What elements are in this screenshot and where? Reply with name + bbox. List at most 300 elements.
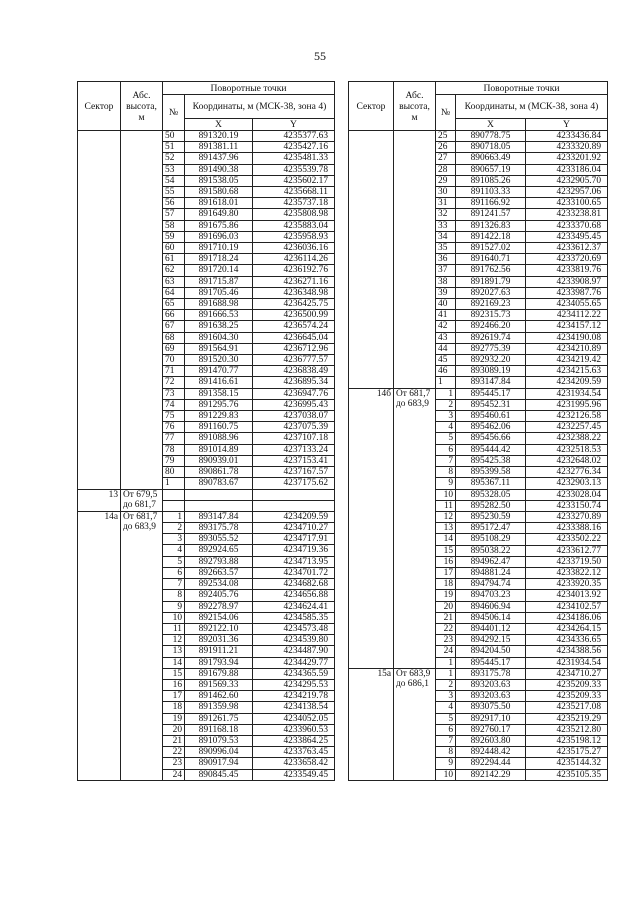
x-coordinate-cell: 891462.60 [185, 691, 253, 702]
y-coordinate-cell: 4234052.05 [253, 713, 335, 724]
y-coordinate-cell: 4235668.11 [253, 187, 335, 198]
x-coordinate-cell: 892603.80 [456, 735, 526, 746]
y-coordinate-cell: 4235737.18 [253, 198, 335, 209]
y-coordinate-cell: 4232903.13 [526, 478, 608, 489]
x-coordinate-cell: 891326.83 [456, 220, 526, 231]
point-number-cell: 34 [436, 231, 456, 242]
point-number-cell: 78 [163, 444, 185, 455]
x-coordinate-cell: 891088.96 [185, 433, 253, 444]
point-number-cell: 15 [436, 545, 456, 556]
x-coordinate-cell: 891168.18 [185, 724, 253, 735]
x-coordinate-cell: 891359.98 [185, 702, 253, 713]
point-number-cell: 41 [436, 310, 456, 321]
point-number-cell: 69 [163, 343, 185, 354]
point-number-cell: 28 [436, 164, 456, 175]
y-coordinate-cell: 4233436.84 [526, 131, 608, 142]
abs-height-header: Абс. высота, м [394, 82, 436, 131]
x-coordinate-cell: 892534.08 [185, 579, 253, 590]
point-number-cell: 14 [163, 657, 185, 668]
point-number-cell: 19 [436, 590, 456, 601]
point-number-cell: 76 [163, 422, 185, 433]
y-coordinate-cell: 4233238.81 [526, 209, 608, 220]
point-number-cell: 71 [163, 366, 185, 377]
y-coordinate-cell: 4233822.12 [526, 567, 608, 578]
y-coordinate-cell: 4233320.89 [526, 142, 608, 153]
x-coordinate-cell: 895282.50 [456, 500, 526, 511]
point-number-cell: 8 [436, 467, 456, 478]
table-row [78, 511, 335, 522]
y-coordinate-cell: 4232126.58 [526, 411, 608, 422]
y-coordinate-cell: 4234585.35 [253, 612, 335, 623]
y-coordinate-cell [253, 489, 335, 500]
y-coordinate-cell: 4234209.59 [526, 377, 608, 388]
point-number-cell: 39 [436, 287, 456, 298]
point-number-cell: 35 [436, 243, 456, 254]
point-number-cell: 38 [436, 276, 456, 287]
y-coordinate-cell: 4236712.96 [253, 343, 335, 354]
point-number-cell: 32 [436, 209, 456, 220]
x-coordinate-cell: 891416.61 [185, 377, 253, 388]
x-coordinate-cell: 890783.67 [185, 478, 253, 489]
y-coordinate-cell: 4234215.63 [526, 366, 608, 377]
x-coordinate-cell: 892278.97 [185, 601, 253, 612]
table-row [349, 388, 608, 399]
y-coordinate-cell: 4232957.06 [526, 187, 608, 198]
point-number-cell: 7 [436, 735, 456, 746]
y-coordinate-cell: 4234219.42 [526, 355, 608, 366]
x-coordinate-cell: 891381.11 [185, 142, 253, 153]
y-coordinate-cell: 4235209.33 [526, 691, 608, 702]
y-coordinate-cell: 4231934.54 [526, 657, 608, 668]
y-coordinate-cell: 4235808.98 [253, 209, 335, 220]
x-coordinate-cell: 895444.42 [456, 444, 526, 455]
x-coordinate-cell: 895230.59 [456, 511, 526, 522]
x-coordinate-cell: 894703.23 [456, 590, 526, 601]
x-coordinate-cell: 890663.49 [456, 153, 526, 164]
x-coordinate-cell: 890861.78 [185, 467, 253, 478]
point-number-cell: 2 [436, 399, 456, 410]
point-number-cell [163, 489, 185, 500]
x-coordinate-cell: 893203.63 [456, 691, 526, 702]
y-coordinate-cell: 4233612.77 [526, 545, 608, 556]
y-coordinate-cell: 4232648.02 [526, 455, 608, 466]
x-coordinate-cell: 894606.94 [456, 601, 526, 612]
x-coordinate-cell: 891718.24 [185, 254, 253, 265]
x-coordinate-cell: 891241.57 [456, 209, 526, 220]
x-coordinate-cell: 891014.89 [185, 444, 253, 455]
y-coordinate-cell: 4233920.35 [526, 579, 608, 590]
x-coordinate-cell: 894962.47 [456, 556, 526, 567]
x-coordinate-cell: 892027.63 [456, 287, 526, 298]
point-number-cell: 13 [163, 646, 185, 657]
y-coordinate-cell: 4231934.54 [526, 388, 608, 399]
y-coordinate-cell: 4234719.36 [253, 545, 335, 556]
x-coordinate-cell: 893055.52 [185, 534, 253, 545]
point-number-cell: 22 [436, 623, 456, 634]
x-coordinate-cell: 891640.71 [456, 254, 526, 265]
point-number-cell: 4 [436, 702, 456, 713]
x-coordinate-cell: 891715.87 [185, 276, 253, 287]
y-coordinate-cell: 4234264.15 [526, 623, 608, 634]
y-coordinate-cell: 4236425.75 [253, 299, 335, 310]
x-coordinate-cell: 895038.22 [456, 545, 526, 556]
y-coordinate-cell: 4233495.45 [526, 231, 608, 242]
x-coordinate-cell: 892917.10 [456, 713, 526, 724]
y-coordinate-cell: 4236348.98 [253, 287, 335, 298]
x-coordinate-cell: 890657.19 [456, 164, 526, 175]
y-coordinate-cell: 4234013.92 [526, 590, 608, 601]
x-coordinate-cell: 893089.19 [456, 366, 526, 377]
point-number-cell: 20 [436, 601, 456, 612]
x-coordinate-cell: 890917.94 [185, 758, 253, 769]
point-number-cell: 13 [436, 523, 456, 534]
x-coordinate-cell: 890718.05 [456, 142, 526, 153]
x-coordinate-cell: 893075.50 [456, 702, 526, 713]
x-coordinate-cell: 891490.38 [185, 164, 253, 175]
x-coordinate-cell: 892466.20 [456, 321, 526, 332]
number-header: № [163, 95, 185, 131]
y-coordinate-cell: 4234624.41 [253, 601, 335, 612]
point-number-cell: 74 [163, 399, 185, 410]
x-coordinate-cell: 891720.14 [185, 265, 253, 276]
y-coordinate-cell: 4233719.50 [526, 556, 608, 567]
y-coordinate-cell: 4234219.78 [253, 691, 335, 702]
x-coordinate-cell: 894204.50 [456, 646, 526, 657]
x-coordinate-cell: 892793.88 [185, 556, 253, 567]
coordinates-table-left [77, 81, 335, 781]
point-number-cell: 5 [436, 713, 456, 724]
point-number-cell: 8 [163, 590, 185, 601]
x-coordinate-cell: 892405.76 [185, 590, 253, 601]
x-coordinate-cell: 895108.29 [456, 534, 526, 545]
y-coordinate-cell: 4233502.22 [526, 534, 608, 545]
x-coordinate-cell: 895425.38 [456, 455, 526, 466]
point-number-cell: 30 [436, 187, 456, 198]
x-coordinate-cell: 890845.45 [185, 769, 253, 780]
point-number-cell: 2 [436, 679, 456, 690]
y-coordinate-cell: 4236895.34 [253, 377, 335, 388]
x-coordinate-cell: 891564.91 [185, 343, 253, 354]
point-number-cell: 11 [436, 500, 456, 511]
point-number-cell: 6 [163, 567, 185, 578]
y-coordinate-cell: 4235377.63 [253, 131, 335, 142]
y-coordinate-cell: 4233763.45 [253, 747, 335, 758]
point-number-cell: 36 [436, 254, 456, 265]
y-coordinate-cell: 4236777.57 [253, 355, 335, 366]
x-coordinate-cell: 894401.12 [456, 623, 526, 634]
y-coordinate-cell: 4235175.27 [526, 747, 608, 758]
turning-points-header: Поворотные точки [436, 82, 608, 95]
point-number-cell: 63 [163, 276, 185, 287]
point-number-cell: 2 [163, 523, 185, 534]
y-coordinate-cell: 4237107.18 [253, 433, 335, 444]
table-row [78, 131, 335, 142]
x-coordinate-cell: 892169.23 [456, 299, 526, 310]
y-coordinate-cell: 4234210.89 [526, 343, 608, 354]
point-number-cell: 21 [163, 735, 185, 746]
y-coordinate-cell: 4236645.04 [253, 332, 335, 343]
x-header: X [185, 119, 253, 131]
y-coordinate-cell: 4237075.39 [253, 422, 335, 433]
x-coordinate-cell: 891527.02 [456, 243, 526, 254]
x-coordinate-cell: 893147.84 [185, 511, 253, 522]
point-number-cell: 21 [436, 612, 456, 623]
x-coordinate-cell: 895445.17 [456, 657, 526, 668]
y-coordinate-cell: 4233028.04 [526, 489, 608, 500]
point-number-cell: 56 [163, 198, 185, 209]
y-coordinate-cell: 4234717.91 [253, 534, 335, 545]
x-coordinate-cell: 891569.33 [185, 679, 253, 690]
y-coordinate-cell: 4233270.89 [526, 511, 608, 522]
x-coordinate-cell: 891891.79 [456, 276, 526, 287]
x-coordinate-cell: 895328.05 [456, 489, 526, 500]
y-coordinate-cell: 4235958.93 [253, 231, 335, 242]
point-number-cell [163, 500, 185, 511]
y-coordinate-cell: 4235539.78 [253, 164, 335, 175]
point-number-cell: 1 [436, 668, 456, 679]
point-number-cell: 24 [163, 769, 185, 780]
x-coordinate-cell: 891649.80 [185, 209, 253, 220]
x-coordinate-cell: 891079.53 [185, 735, 253, 746]
x-coordinate-cell: 891470.77 [185, 366, 253, 377]
point-number-cell: 27 [436, 153, 456, 164]
point-number-cell: 43 [436, 332, 456, 343]
y-coordinate-cell: 4232905.70 [526, 175, 608, 186]
turning-points-header: Поворотные точки [163, 82, 335, 95]
point-number-cell: 23 [436, 635, 456, 646]
point-number-cell: 14 [436, 534, 456, 545]
x-coordinate-cell: 890996.04 [185, 747, 253, 758]
point-number-cell: 10 [436, 489, 456, 500]
x-coordinate-cell: 891710.19 [185, 243, 253, 254]
point-number-cell: 24 [436, 646, 456, 657]
point-number-cell: 62 [163, 265, 185, 276]
point-number-cell: 17 [163, 691, 185, 702]
point-number-cell: 1 [436, 388, 456, 399]
x-coordinate-cell: 891762.56 [456, 265, 526, 276]
y-coordinate-cell: 4237175.62 [253, 478, 335, 489]
y-coordinate-cell: 4234388.56 [526, 646, 608, 657]
point-number-cell: 72 [163, 377, 185, 388]
x-coordinate-cell: 891166.92 [456, 198, 526, 209]
x-coordinate-cell: 892924.65 [185, 545, 253, 556]
y-coordinate-cell: 4234701.72 [253, 567, 335, 578]
y-coordinate-cell: 4233720.69 [526, 254, 608, 265]
point-number-cell: 15 [163, 668, 185, 679]
x-coordinate-cell: 895367.11 [456, 478, 526, 489]
point-number-cell: 3 [436, 411, 456, 422]
x-coordinate-cell [185, 489, 253, 500]
point-number-cell: 18 [436, 579, 456, 590]
x-coordinate-cell: 891520.30 [185, 355, 253, 366]
x-coordinate-cell: 892619.74 [456, 332, 526, 343]
point-number-cell: 9 [436, 758, 456, 769]
point-number-cell: 25 [436, 131, 456, 142]
x-coordinate-cell: 893175.78 [456, 668, 526, 679]
y-coordinate-cell: 4235105.35 [526, 769, 608, 780]
y-coordinate-cell: 4235198.12 [526, 735, 608, 746]
y-coordinate-cell: 4236271.16 [253, 276, 335, 287]
x-coordinate-cell: 892663.57 [185, 567, 253, 578]
point-number-cell: 45 [436, 355, 456, 366]
y-coordinate-cell: 4233960.53 [253, 724, 335, 735]
y-coordinate-cell: 4235212.80 [526, 724, 608, 735]
abs-height-cell: От 681,7 до 683,9 [121, 511, 163, 780]
y-header: Y [526, 119, 608, 131]
point-number-cell: 12 [436, 511, 456, 522]
y-coordinate-cell: 4234573.48 [253, 623, 335, 634]
y-coordinate-cell: 4236114.26 [253, 254, 335, 265]
x-coordinate-cell: 893203.63 [456, 679, 526, 690]
x-coordinate-cell: 891422.18 [456, 231, 526, 242]
y-coordinate-cell: 4231995.96 [526, 399, 608, 410]
y-coordinate-cell: 4234295.53 [253, 679, 335, 690]
point-number-cell: 20 [163, 724, 185, 735]
x-coordinate-cell: 892122.10 [185, 623, 253, 634]
point-number-cell: 60 [163, 243, 185, 254]
x-coordinate-cell: 892760.17 [456, 724, 526, 735]
sector-cell [78, 131, 121, 490]
coordinates-header: Координаты, м (МСК-38, зона 4) [456, 95, 608, 119]
point-number-cell: 70 [163, 355, 185, 366]
point-number-cell: 19 [163, 713, 185, 724]
abs-height-cell: От 683,9 до 686,1 [394, 668, 436, 780]
y-coordinate-cell: 4234336.65 [526, 635, 608, 646]
point-number-cell: 42 [436, 321, 456, 332]
point-number-cell: 53 [163, 164, 185, 175]
sector-row [78, 489, 335, 500]
abs-height-header: Абс. высота, м [121, 82, 163, 131]
point-number-cell: 5 [436, 433, 456, 444]
y-coordinate-cell: 4234710.27 [253, 523, 335, 534]
page-number: 55 [314, 49, 326, 63]
x-coordinate-cell: 891675.86 [185, 220, 253, 231]
sector-cell: 14б [349, 388, 394, 668]
point-number-cell: 23 [163, 758, 185, 769]
y-coordinate-cell: 4233658.42 [253, 758, 335, 769]
x-coordinate-cell: 892294.44 [456, 758, 526, 769]
y-coordinate-cell: 4236574.24 [253, 321, 335, 332]
point-number-cell: 55 [163, 187, 185, 198]
x-coordinate-cell [185, 500, 253, 511]
point-number-cell: 31 [436, 198, 456, 209]
x-coordinate-cell: 894292.15 [456, 635, 526, 646]
y-coordinate-cell: 4233388.16 [526, 523, 608, 534]
abs-height-cell: От 679,5 до 681,7 [121, 489, 163, 511]
x-coordinate-cell: 894506.14 [456, 612, 526, 623]
x-coordinate-cell: 892448.42 [456, 747, 526, 758]
coordinates-header: Координаты, м (МСК-38, зона 4) [185, 95, 335, 119]
x-coordinate-cell: 895399.58 [456, 467, 526, 478]
y-coordinate-cell: 4237133.24 [253, 444, 335, 455]
y-coordinate-cell: 4232776.34 [526, 467, 608, 478]
x-coordinate-cell: 891320.19 [185, 131, 253, 142]
y-coordinate-cell: 4233819.76 [526, 265, 608, 276]
y-coordinate-cell: 4235209.33 [526, 679, 608, 690]
y-coordinate-cell: 4235602.17 [253, 175, 335, 186]
table-row [349, 668, 608, 679]
point-number-cell: 22 [163, 747, 185, 758]
y-coordinate-cell: 4232388.22 [526, 433, 608, 444]
x-coordinate-cell: 891696.03 [185, 231, 253, 242]
point-number-cell: 6 [436, 724, 456, 735]
y-coordinate-cell: 4233186.04 [526, 164, 608, 175]
x-coordinate-cell: 891160.75 [185, 422, 253, 433]
x-coordinate-cell: 891538.05 [185, 175, 253, 186]
table-row [349, 131, 608, 142]
y-coordinate-cell: 4234186.06 [526, 612, 608, 623]
y-coordinate-cell: 4234209.59 [253, 511, 335, 522]
x-coordinate-cell: 892932.20 [456, 355, 526, 366]
abs-height-cell [394, 131, 436, 389]
y-coordinate-cell: 4234539.80 [253, 635, 335, 646]
x-coordinate-cell: 891688.98 [185, 299, 253, 310]
point-number-cell: 9 [163, 601, 185, 612]
x-coordinate-cell: 892775.39 [456, 343, 526, 354]
y-coordinate-cell: 4234102.57 [526, 601, 608, 612]
sector-header: Сектор [78, 82, 121, 131]
sector-cell [349, 131, 394, 389]
point-number-cell: 37 [436, 265, 456, 276]
y-coordinate-cell: 4233370.68 [526, 220, 608, 231]
y-coordinate-cell: 4234365.59 [253, 668, 335, 679]
point-number-cell: 57 [163, 209, 185, 220]
y-coordinate-cell: 4233100.65 [526, 198, 608, 209]
y-coordinate-cell: 4234055.65 [526, 299, 608, 310]
y-coordinate-cell: 4235883.04 [253, 220, 335, 231]
y-coordinate-cell: 4234138.54 [253, 702, 335, 713]
point-number-cell: 4 [163, 545, 185, 556]
point-number-cell: 5 [163, 556, 185, 567]
point-number-cell: 3 [163, 534, 185, 545]
point-number-cell: 77 [163, 433, 185, 444]
y-coordinate-cell: 4232257.45 [526, 422, 608, 433]
point-number-cell: 73 [163, 388, 185, 399]
y-coordinate-cell: 4234682.68 [253, 579, 335, 590]
x-coordinate-cell: 890778.75 [456, 131, 526, 142]
point-number-cell: 12 [163, 635, 185, 646]
y-coordinate-cell: 4234157.12 [526, 321, 608, 332]
x-coordinate-cell: 891085.26 [456, 175, 526, 186]
point-number-cell: 61 [163, 254, 185, 265]
y-coordinate-cell: 4236192.76 [253, 265, 335, 276]
sector-cell: 15а [349, 668, 394, 780]
sector-header: Сектор [349, 82, 394, 131]
y-coordinate-cell: 4236500.99 [253, 310, 335, 321]
y-coordinate-cell: 4233908.97 [526, 276, 608, 287]
point-number-cell: 4 [436, 422, 456, 433]
point-number-cell: 59 [163, 231, 185, 242]
point-number-cell: 65 [163, 299, 185, 310]
point-number-cell: 29 [436, 175, 456, 186]
y-coordinate-cell: 4235217.08 [526, 702, 608, 713]
point-number-cell: 1 [163, 511, 185, 522]
point-number-cell: 18 [163, 702, 185, 713]
point-number-cell: 33 [436, 220, 456, 231]
y-coordinate-cell: 4236995.43 [253, 399, 335, 410]
y-coordinate-cell: 4234713.95 [253, 556, 335, 567]
x-coordinate-cell: 891604.30 [185, 332, 253, 343]
y-coordinate-cell [253, 500, 335, 511]
point-number-cell: 8 [436, 747, 456, 758]
point-number-cell: 46 [436, 366, 456, 377]
y-coordinate-cell: 4235219.29 [526, 713, 608, 724]
point-number-cell: 51 [163, 142, 185, 153]
x-coordinate-cell: 891103.33 [456, 187, 526, 198]
x-coordinate-cell: 895456.66 [456, 433, 526, 444]
point-number-cell: 16 [163, 679, 185, 690]
x-coordinate-cell: 892315.73 [456, 310, 526, 321]
